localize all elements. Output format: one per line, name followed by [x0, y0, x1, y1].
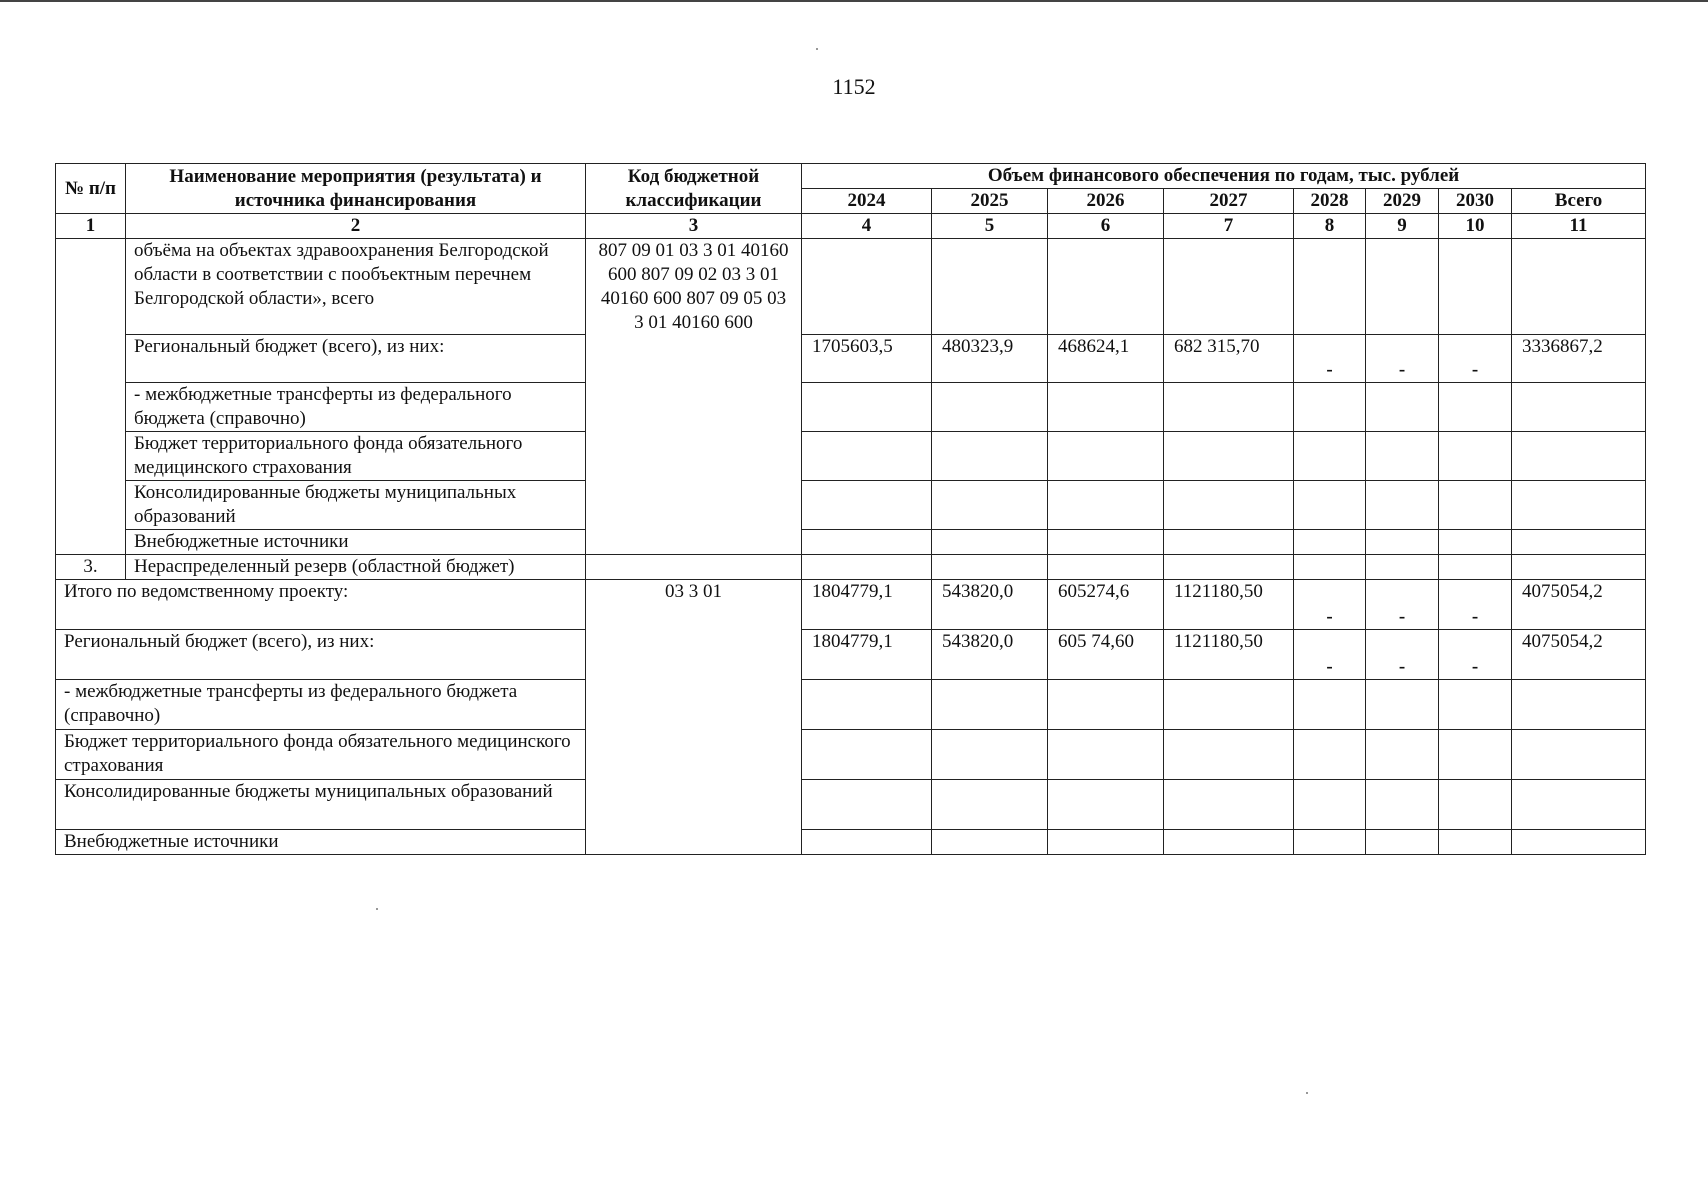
value-cell: 682 315,70 [1164, 335, 1294, 383]
value-cell [932, 481, 1048, 530]
value-cell: - [1294, 630, 1366, 680]
table-row [56, 555, 1646, 580]
value-cell: 605 74,60 [1048, 630, 1164, 680]
value-cell: 1804779,1 [802, 630, 932, 680]
top-border-line [0, 0, 1708, 2]
header-index: 9 [1366, 214, 1439, 239]
value-cell: 605274,6 [1048, 580, 1164, 630]
value-cell [1294, 383, 1366, 432]
value-cell: 543820,0 [932, 580, 1048, 630]
value-cell [1439, 239, 1512, 335]
value-cell [1512, 481, 1646, 530]
value-cell: 1804779,1 [802, 580, 932, 630]
value-cell [1512, 730, 1646, 780]
header-index: 2 [126, 214, 586, 239]
header-num: № п/п [56, 164, 126, 214]
value-cell: - [1439, 630, 1512, 680]
value-cell: 3336867,2 [1512, 335, 1646, 383]
table-row [56, 383, 1646, 432]
value-cell: - [1366, 580, 1439, 630]
value-cell [1164, 481, 1294, 530]
code-cell [586, 555, 802, 580]
value-cell [1294, 555, 1366, 580]
value-cell [1366, 780, 1439, 830]
value-cell [1048, 680, 1164, 730]
header-index: 3 [586, 214, 802, 239]
value-cell [1512, 555, 1646, 580]
value-cell [932, 432, 1048, 481]
header-volume: Объем финансового обеспечения по годам, тыс. рублей [802, 164, 1646, 189]
budget-code-list: 807 09 01 03 3 01 40160 600 807 09 02 03 3 01 40160 600 807 09 05 03 3 01 40160 600 [586, 239, 802, 555]
value-cell [932, 680, 1048, 730]
source-label: Консолидированные бюджеты муниципальных образований [126, 481, 586, 530]
value-cell: 543820,0 [932, 630, 1048, 680]
source-label: Региональный бюджет (всего), из них: [126, 335, 586, 383]
header-index: 7 [1164, 214, 1294, 239]
table-row [56, 630, 1646, 680]
value-cell: 1121180,50 [1164, 580, 1294, 630]
header-index: 5 [932, 214, 1048, 239]
financing-table [55, 163, 1646, 855]
header-index: 11 [1512, 214, 1646, 239]
value-cell [1164, 432, 1294, 481]
value-cell [932, 239, 1048, 335]
value-cell [1294, 780, 1366, 830]
value-cell [1366, 680, 1439, 730]
table-row [56, 830, 1646, 855]
value-cell [1294, 680, 1366, 730]
value-cell [1439, 780, 1512, 830]
value-cell: - [1439, 335, 1512, 383]
header-index: 10 [1439, 214, 1512, 239]
scan-speck [1306, 1092, 1308, 1094]
table-row-total [56, 580, 1646, 630]
header-year: 2025 [932, 189, 1048, 214]
value-cell [802, 730, 932, 780]
page-number: 1152 [832, 74, 876, 99]
value-cell [1512, 432, 1646, 481]
value-cell [802, 780, 932, 830]
value-cell [1294, 481, 1366, 530]
value-cell [1164, 830, 1294, 855]
value-cell [1294, 830, 1366, 855]
table-row [56, 481, 1646, 530]
table-row [56, 239, 1646, 335]
header-year: 2026 [1048, 189, 1164, 214]
scan-speck [376, 908, 378, 910]
source-label: Консолидированные бюджеты муниципальных образований [56, 780, 586, 830]
value-cell [1164, 780, 1294, 830]
value-cell: - [1366, 335, 1439, 383]
header-year: 2028 [1294, 189, 1366, 214]
value-cell: 1121180,50 [1164, 630, 1294, 680]
total-label: Итого по ведомственному проекту: [56, 580, 586, 630]
value-cell [1048, 383, 1164, 432]
value-cell [802, 830, 932, 855]
header-index-row [56, 214, 1646, 239]
value-cell [802, 555, 932, 580]
value-cell [1048, 555, 1164, 580]
value-cell [1048, 780, 1164, 830]
total-code: 03 3 01 [586, 580, 802, 855]
value-cell [802, 383, 932, 432]
value-cell [1512, 383, 1646, 432]
value-cell [1512, 680, 1646, 730]
source-label: Региональный бюджет (всего), из них: [56, 630, 586, 680]
value-cell [1164, 730, 1294, 780]
value-cell: - [1294, 335, 1366, 383]
value-cell [1294, 530, 1366, 555]
value-cell [1366, 555, 1439, 580]
reserve-label: Нераспределенный резерв (областной бюджет) [126, 555, 586, 580]
header-total: Всего [1512, 189, 1646, 214]
value-cell [1366, 239, 1439, 335]
header-index: 6 [1048, 214, 1164, 239]
header-year: 2027 [1164, 189, 1294, 214]
value-cell [802, 680, 932, 730]
table-row [56, 780, 1646, 830]
value-cell [1048, 432, 1164, 481]
value-cell [1512, 239, 1646, 335]
value-cell [1048, 830, 1164, 855]
value-cell [1512, 830, 1646, 855]
value-cell [1439, 680, 1512, 730]
value-cell [1439, 530, 1512, 555]
event-title: объёма на объектах здравоохранения Белгородской области в соответствии с пообъектным перечнем Белгородской области», всего [126, 239, 586, 335]
source-label: Внебюджетные источники [126, 530, 586, 555]
value-cell [1366, 383, 1439, 432]
value-cell [1366, 481, 1439, 530]
value-cell [1439, 481, 1512, 530]
value-cell: 468624,1 [1048, 335, 1164, 383]
value-cell: 4075054,2 [1512, 630, 1646, 680]
header-index: 4 [802, 214, 932, 239]
value-cell [932, 730, 1048, 780]
value-cell [1294, 432, 1366, 481]
value-cell [802, 481, 932, 530]
value-cell [932, 383, 1048, 432]
header-index: 1 [56, 214, 126, 239]
header-name: Наименование мероприятия (результата) и источника финансирования [126, 164, 586, 214]
row-num-empty [56, 239, 126, 555]
table-row [56, 530, 1646, 555]
table-row [56, 335, 1646, 383]
value-cell [1048, 481, 1164, 530]
source-label: Бюджет территориального фонда обязательного медицинского страхования [56, 730, 586, 780]
value-cell [1164, 239, 1294, 335]
value-cell: - [1294, 580, 1366, 630]
value-cell [802, 432, 932, 481]
scan-speck [816, 48, 818, 50]
header-code: Код бюджетной классификации [586, 164, 802, 214]
value-cell: - [1366, 630, 1439, 680]
header-year: 2024 [802, 189, 932, 214]
table-row [56, 680, 1646, 730]
value-cell [1366, 432, 1439, 481]
value-cell [1366, 530, 1439, 555]
value-cell: - [1439, 580, 1512, 630]
value-cell [802, 530, 932, 555]
value-cell [1164, 555, 1294, 580]
value-cell [932, 830, 1048, 855]
header-index: 8 [1294, 214, 1366, 239]
row-num: 3. [56, 555, 126, 580]
value-cell [1048, 730, 1164, 780]
header-row-1 [56, 164, 1646, 189]
header-year: 2029 [1366, 189, 1439, 214]
value-cell [932, 780, 1048, 830]
value-cell [1439, 383, 1512, 432]
value-cell: 480323,9 [932, 335, 1048, 383]
value-cell: 4075054,2 [1512, 580, 1646, 630]
value-cell [1164, 680, 1294, 730]
header-year: 2030 [1439, 189, 1512, 214]
value-cell [1048, 530, 1164, 555]
value-cell [1439, 730, 1512, 780]
value-cell: 1705603,5 [802, 335, 932, 383]
value-cell [1294, 239, 1366, 335]
value-cell [1512, 780, 1646, 830]
value-cell [802, 239, 932, 335]
source-label: Внебюджетные источники [56, 830, 586, 855]
value-cell [1294, 730, 1366, 780]
value-cell [1439, 555, 1512, 580]
value-cell [932, 555, 1048, 580]
value-cell [1048, 239, 1164, 335]
table-row [56, 730, 1646, 780]
value-cell [1512, 530, 1646, 555]
value-cell [1164, 530, 1294, 555]
value-cell [1439, 432, 1512, 481]
source-label: Бюджет территориального фонда обязательного медицинского страхования [126, 432, 586, 481]
source-label: - межбюджетные трансферты из федерального бюджета (справочно) [126, 383, 586, 432]
value-cell [1366, 830, 1439, 855]
table-row [56, 432, 1646, 481]
value-cell [1366, 730, 1439, 780]
source-label: - межбюджетные трансферты из федерального бюджета (справочно) [56, 680, 586, 730]
value-cell [932, 530, 1048, 555]
value-cell [1439, 830, 1512, 855]
value-cell [1164, 383, 1294, 432]
